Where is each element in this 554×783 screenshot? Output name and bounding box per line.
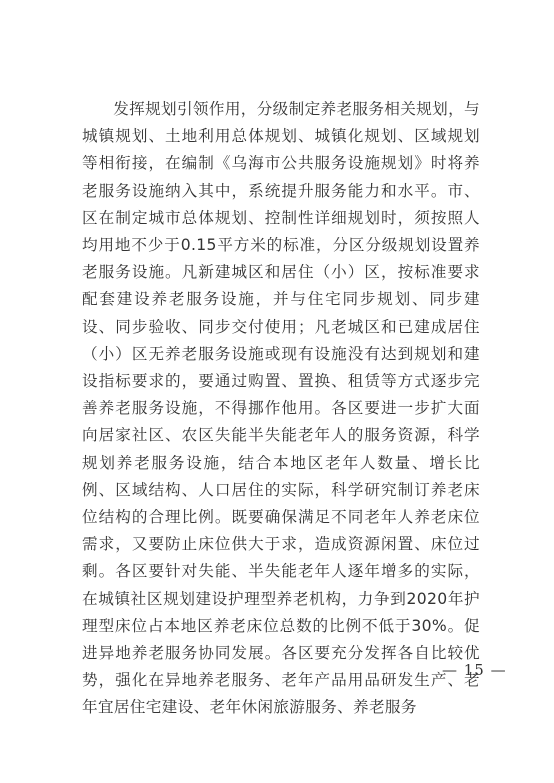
body-paragraph: 发挥规划引领作用，分级制定养老服务相关规划，与城镇规划、土地利用总体规划、城镇化规划、区域规划等相衔接，在编制《乌海市公共服务设施规划》时将养老服务设施纳入其中，系统提升服务能力和水平。市、区在制定城市总体规划、控制性详细规划时，须按照人均用地不少于0.15平方米的标准，分区分级规划设置养老服务设施。凡新建城区和居住（小）区，按标准要求配套建设养老服务设施，并与住宅同步规划、同步建设、同步验收、同步交付使用；凡老城区和已建成居住（小）区无养老服务设施或现有设施没有达到规划和建设指标要求的，要通过购置、置换、租赁等方式逐步完善养老服务设施，不得挪作他用。各区要进一步扩大面向居家社区、农区失能半失能老年人的服务资源，科学规划养老服务设施，结合本地区老年人数量、增长比例、区域结构、人口居住的实际，科学研究制订养老床位结构的合理比例。既要确保满足不同老年人养老床位需求，又要防止床位供大于求，造成资源闲置、床位过剩。各区要针对失能、半失能老年人逐年增多的实际，在城镇社区规划建设护理型养老机构，力争到2020年护理型床位占本地区养老床位总数的比例不低于30%。促进异地养老服务协同发展。各区要充分发挥各自比较优势，强化在异地养老服务、老年产品用品研发生产、老年宜居住宅建设、老年休闲旅游服务、养老服务 [82, 100, 480, 717]
page-number: — 15 — [442, 661, 507, 679]
